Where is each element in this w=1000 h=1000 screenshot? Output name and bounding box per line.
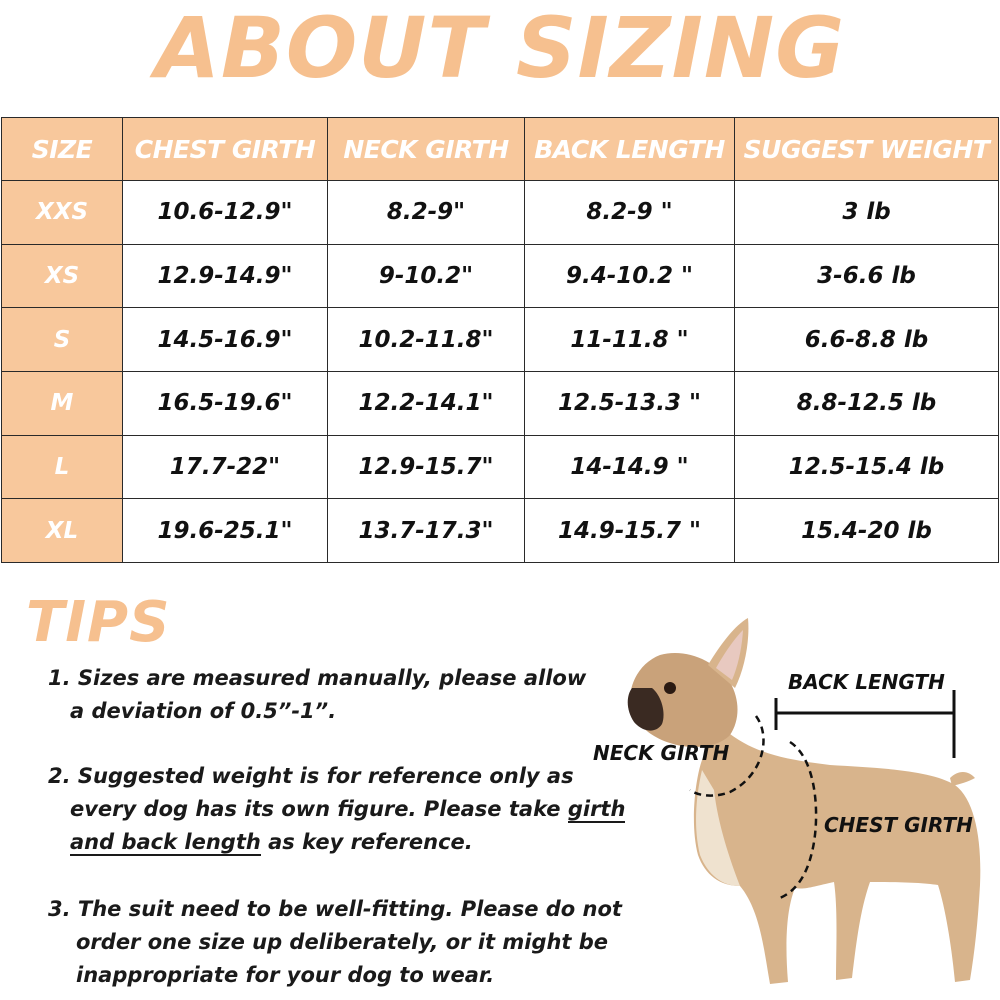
chest-girth-cell: 16.5-19.6" [123, 371, 328, 435]
chest-girth-cell: 19.6-25.1" [123, 499, 328, 563]
header-size: SIZE [2, 118, 123, 181]
neck-girth-cell: 13.7-17.3" [328, 499, 525, 563]
tip-2-underlined-back-length: and back length [70, 830, 261, 854]
back-length-label: BACK LENGTH [788, 670, 945, 694]
tip-3 [48, 893, 622, 992]
chest-girth-cell: 12.9-14.9" [123, 244, 328, 308]
back-length-cell: 11-11.8 " [525, 308, 735, 372]
weight-cell: 3-6.6 lb [735, 244, 999, 308]
size-cell: S [2, 308, 123, 372]
size-cell: M [2, 371, 123, 435]
dog-tail [950, 772, 975, 786]
chest-girth-cell: 17.7-22" [123, 435, 328, 499]
weight-cell: 8.8-12.5 lb [735, 371, 999, 435]
chest-girth-label: CHEST GIRTH [824, 813, 973, 837]
tip-1-line-2: a deviation of 0.5”-1”. [70, 699, 337, 723]
tip-2-underlined-girth: girth [567, 797, 626, 821]
header-neck-girth: NECK GIRTH [328, 118, 525, 181]
dog-measurement-diagram [590, 610, 1000, 1000]
neck-girth-label: NECK GIRTH [593, 741, 730, 765]
back-length-cell: 9.4-10.2 " [525, 244, 735, 308]
table-row [2, 244, 999, 308]
neck-girth-cell: 12.9-15.7" [328, 435, 525, 499]
tip-1-line-1: 1. Sizes are measured manually, please allow [48, 666, 587, 690]
tip-2-line-1: 2. Suggested weight is for reference only as [48, 764, 574, 788]
neck-girth-cell: 8.2-9" [328, 181, 525, 245]
weight-cell: 6.6-8.8 lb [735, 308, 999, 372]
tip-3-line-3: inappropriate for your dog to wear. [76, 963, 495, 987]
size-cell: XXS [2, 181, 123, 245]
chest-girth-cell: 14.5-16.9" [123, 308, 328, 372]
tip-2-line-3 [48, 826, 625, 859]
table-row [2, 499, 999, 563]
tip-3-line-2: order one size up deliberately, or it might be [76, 930, 609, 954]
weight-cell: 3 lb [735, 181, 999, 245]
tip-1 [48, 662, 586, 728]
dog-eye [664, 682, 676, 694]
size-cell: L [2, 435, 123, 499]
table-header-row [2, 118, 999, 181]
neck-girth-cell: 9-10.2" [328, 244, 525, 308]
tips-title: TIPS [26, 590, 171, 655]
table-row [2, 371, 999, 435]
tip-2-line-2 [48, 793, 625, 826]
table-row [2, 308, 999, 372]
size-cell: XS [2, 244, 123, 308]
size-cell: XL [2, 499, 123, 563]
tip-2-line-2-text: every dog has its own figure. Please take [70, 797, 568, 821]
back-length-cell: 12.5-13.3 " [525, 371, 735, 435]
header-chest-girth: CHEST GIRTH [123, 118, 328, 181]
table-row [2, 181, 999, 245]
header-suggest-weight: SUGGEST WEIGHT [735, 118, 999, 181]
neck-girth-cell: 10.2-11.8" [328, 308, 525, 372]
weight-cell: 12.5-15.4 lb [735, 435, 999, 499]
tip-2-line-3-text: as key reference. [260, 830, 473, 854]
back-length-cell: 14-14.9 " [525, 435, 735, 499]
neck-girth-cell: 12.2-14.1" [328, 371, 525, 435]
page-title: ABOUT SIZING [154, 0, 846, 97]
dog-body [694, 730, 980, 984]
table-row [2, 435, 999, 499]
chest-girth-cell: 10.6-12.9" [123, 181, 328, 245]
weight-cell: 15.4-20 lb [735, 499, 999, 563]
back-length-cell: 8.2-9 " [525, 181, 735, 245]
header-back-length: BACK LENGTH [525, 118, 735, 181]
size-chart-table [1, 117, 999, 563]
back-length-cell: 14.9-15.7 " [525, 499, 735, 563]
tip-2 [48, 760, 625, 859]
tip-3-line-1: 3. The suit need to be well-fitting. Please do not [48, 897, 622, 921]
